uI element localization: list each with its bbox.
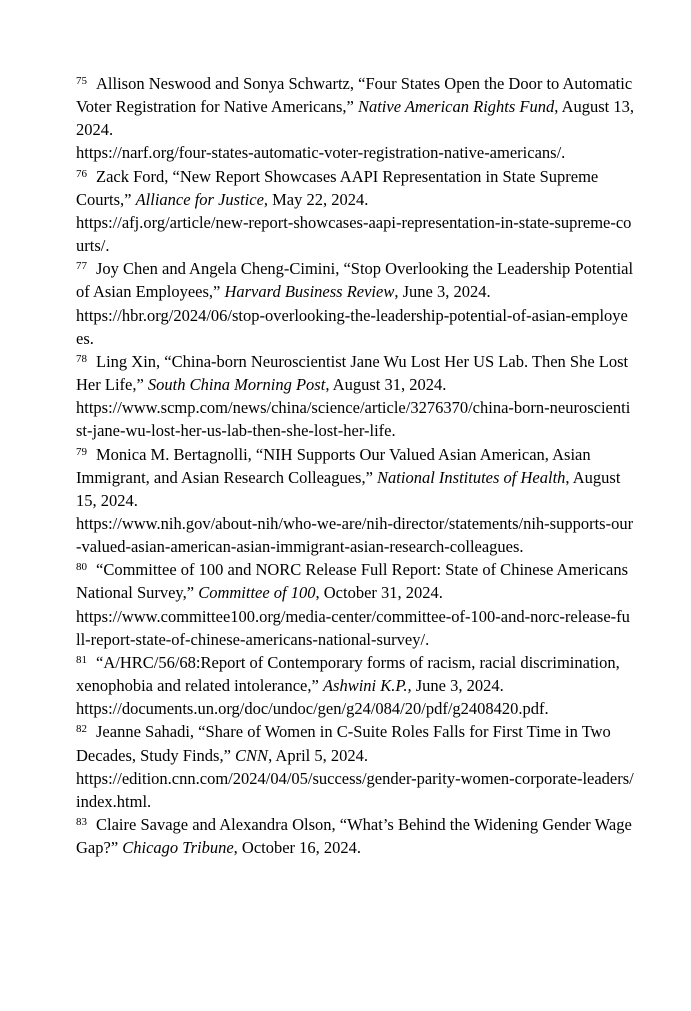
footnote-url-link[interactable]: https://www.committee100.org/media-center/committee-of-100-and-norc-release-full-report-state-of-chinese-americans-national-survey/. <box>76 606 630 649</box>
citation-text: “Committee of 100 and NORC Release Full Report: State of Chinese Americans National Survey,” <box>76 560 629 603</box>
citation-text: Zack Ford, “New Report Showcases AAPI Representation in State Supreme Courts,” <box>76 166 599 209</box>
footnote-number: 83 <box>76 816 87 828</box>
footnote <box>76 443 634 559</box>
citation-text: , August 31, 2024. <box>325 375 447 395</box>
footnote-url-link[interactable]: https://documents.un.org/doc/undoc/gen/g24/084/20/pdf/g2408420.pdf. <box>76 699 549 719</box>
publication-title: Chicago Tribune <box>122 838 234 858</box>
footnote-text <box>76 74 634 139</box>
citation-text: , June 3, 2024. <box>394 282 491 302</box>
footnote-number: 75 <box>76 75 87 87</box>
publication-title: Ashwini K.P., <box>322 676 412 696</box>
footnote-url-link[interactable]: https://edition.cnn.com/2024/04/05/success/gender-parity-women-corporate-leaders/index.html. <box>76 768 634 811</box>
footnote <box>76 350 634 443</box>
footnote-text <box>76 445 620 510</box>
citation-text: , August 15, 2024. <box>76 467 621 510</box>
citation-text: Monica M. Bertagnolli, “NIH Supports Our Valued Asian American, Asian Immigrant, and Asian Research Colleagues,” <box>76 444 591 487</box>
footnote-number: 81 <box>76 653 87 666</box>
publication-title: CNN <box>235 745 269 765</box>
footnote-number: 79 <box>76 445 87 458</box>
citation-text: , August 13, 2024. <box>76 97 635 140</box>
citation-text: “A/HRC/56/68:Report of Contemporary forms of racism, racial discrimination, xenophobia and related intolerance,” <box>76 652 620 696</box>
footnote-text <box>76 815 632 857</box>
citation-text: , October 16, 2024. <box>233 838 362 858</box>
footnote-number: 80 <box>76 561 87 574</box>
publication-title: National Institutes of Health <box>377 467 566 487</box>
footnote-text <box>76 722 611 764</box>
footnote <box>76 813 634 859</box>
footnote-url-link[interactable]: https://www.nih.gov/about-nih/who-we-are/nih-director/statements/nih-supports-our-valued-asian-american-asian-immigrant-asian-research-colleagues. <box>76 513 634 557</box>
footnote-url-link[interactable]: https://www.scmp.com/news/china/science/article/3276370/china-born-neuroscientist-jane-wu-lost-her-us-lab-then-she-lost-her-life. <box>76 398 631 441</box>
footnote-url-link[interactable]: https://afj.org/article/new-report-showcases-aapi-representation-in-state-supreme-courts/. <box>76 212 632 256</box>
footnote-number: 82 <box>76 723 87 736</box>
footnote-number: 77 <box>76 260 87 273</box>
citation-text: Claire Savage and Alexandra Olson, “What’s Behind the Widening Gender Wage Gap?” <box>76 815 632 858</box>
publication-title: South China Morning Post <box>147 375 326 395</box>
citation-text: Allison Neswood and Sonya Schwartz, “Four States Open the Door to Automatic Voter Registration for Native Americans,” <box>76 74 633 117</box>
footnote-text <box>76 560 628 602</box>
publication-title: Harvard Business Review <box>224 282 395 302</box>
citation-text: , October 31, 2024. <box>315 583 443 603</box>
footnote-number: 78 <box>76 352 87 365</box>
footnote-number: 76 <box>76 167 87 180</box>
citation-text: Joy Chen and Angela Cheng-Cimini, “Stop Overlooking the Leadership Potential of Asian Employees,” <box>76 259 634 302</box>
footnote-text <box>76 653 620 695</box>
footnote <box>76 165 634 258</box>
footnote <box>76 257 634 350</box>
footnote-url-link[interactable]: https://narf.org/four-states-automatic-voter-registration-native-americans/. <box>76 143 566 163</box>
footnote-url-link[interactable]: https://hbr.org/2024/06/stop-overlooking-the-leadership-potential-of-asian-employees. <box>76 305 628 348</box>
citation-text: June 3, 2024. <box>411 676 504 696</box>
citation-text: Ling Xin, “China-born Neuroscientist Jane Wu Lost Her US Lab. Then She Lost Her Life,” <box>76 351 629 395</box>
footnote-text <box>76 167 598 209</box>
citation-text: Jeanne Sahadi, “Share of Women in C-Suite Roles Falls for First Time in Two Decades, Study Finds,” <box>76 722 611 765</box>
footnote <box>76 72 634 165</box>
citation-text: , April 5, 2024. <box>268 745 368 765</box>
footnote <box>76 558 634 651</box>
publication-title: Alliance for Justice <box>135 189 264 209</box>
publication-title: Committee of 100 <box>198 583 316 603</box>
citation-text: , May 22, 2024. <box>263 189 369 209</box>
footnote-text <box>76 259 633 301</box>
footnote-text <box>76 352 628 394</box>
publication-title: Native American Rights Fund <box>357 97 555 117</box>
footnote <box>76 651 634 720</box>
footnote-list <box>76 72 634 859</box>
footnote <box>76 720 634 813</box>
